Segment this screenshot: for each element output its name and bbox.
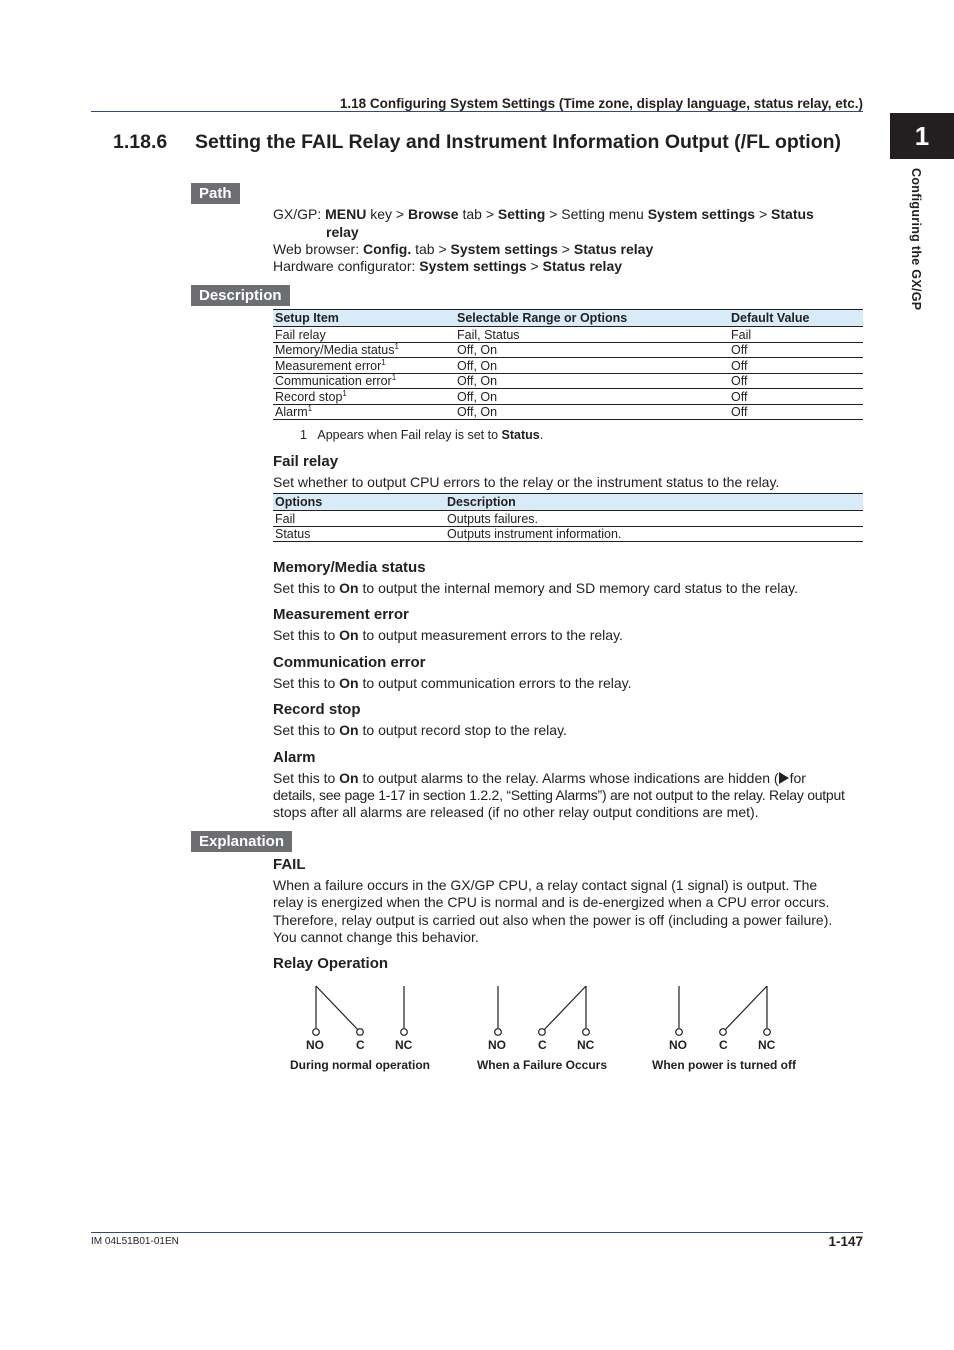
relay-normal-diagram xyxy=(313,986,408,1035)
col-default: Default Value xyxy=(729,310,863,327)
relay-operation-diagram xyxy=(270,978,830,1038)
path-gxgp: GX/GP: MENU key > Browse tab > Setting > Setting menu System settings > Status xyxy=(273,206,814,222)
table-row: Fail Outputs failures. xyxy=(273,511,863,527)
diagram-caption: During normal operation xyxy=(289,1058,430,1072)
alarm-text-line3: stops after all alarms are released (if no other relay output conditions are met). xyxy=(273,804,759,820)
relay-operation-heading: Relay Operation xyxy=(273,955,389,972)
col-range: Selectable Range or Options xyxy=(455,310,729,327)
footer-rule xyxy=(91,1232,863,1233)
table-row: Alarm$^1$ Off, On Off xyxy=(273,404,863,420)
reference-arrow-icon xyxy=(779,772,789,784)
record-stop-heading: Record stop xyxy=(273,701,361,718)
header-rule xyxy=(91,111,863,112)
document-id: IM 04L51B01-01EN xyxy=(91,1236,179,1247)
explanation-line: Therefore, relay output is carried out also when the power is off (including a power failure). xyxy=(273,912,833,928)
terminal-no: NO xyxy=(488,1038,506,1052)
col-description: Description xyxy=(445,494,863,511)
explanation-label: Explanation xyxy=(191,831,292,852)
terminal-nc: NC xyxy=(395,1038,413,1052)
col-options: Options xyxy=(273,494,445,511)
section-number: 1.18.6 xyxy=(113,131,168,153)
communication-error-text: Set this to On to output communication errors to the relay. xyxy=(273,675,632,691)
running-head: 1.18 Configuring System Settings (Time zone, display language, status relay, etc.) xyxy=(339,96,863,111)
explanation-line: When a failure occurs in the GX/GP CPU, a relay contact signal (1 signal) is output. The xyxy=(273,877,818,893)
chapter-tab: 1 xyxy=(890,113,954,159)
page-number: 1-147 xyxy=(828,1234,863,1249)
table-row: Measurement error$^1$ Off, On Off xyxy=(273,358,863,374)
fail-heading: FAIL xyxy=(273,856,306,873)
alarm-text-line1: Set this to On to output alarms to the relay. Alarms whose indications are hidden ( for xyxy=(273,770,806,786)
fail-relay-heading: Fail relay xyxy=(273,453,339,470)
measurement-error-heading: Measurement error xyxy=(273,606,409,623)
explanation-line: relay is energized when the CPU is normal and is de-energized when a CPU error occurs. xyxy=(273,894,830,910)
fail-relay-text: Set whether to output CPU errors to the relay or the instrument status to the relay. xyxy=(273,474,780,490)
diagram-caption: When power is turned off xyxy=(652,1058,796,1072)
table-footnote: 1 Appears when Fail relay is set to Status. xyxy=(300,428,544,442)
terminal-c: C xyxy=(356,1038,365,1052)
table-row: Fail relay Fail, Status Fail xyxy=(273,327,863,343)
terminal-c: C xyxy=(719,1038,728,1052)
explanation-line: You cannot change this behavior. xyxy=(273,929,479,945)
terminal-nc: NC xyxy=(577,1038,595,1052)
setup-table xyxy=(273,309,863,420)
terminal-nc: NC xyxy=(758,1038,776,1052)
record-stop-text: Set this to On to output record stop to the relay. xyxy=(273,722,567,738)
terminal-no: NO xyxy=(306,1038,324,1052)
relay-failure-diagram xyxy=(495,986,590,1035)
terminal-no: NO xyxy=(669,1038,687,1052)
path-web: Web browser: Config. tab > System settings > Status relay xyxy=(273,241,654,257)
table-row: Status Outputs instrument information. xyxy=(273,526,863,542)
path-label: Path xyxy=(191,183,240,204)
relay-power-off-diagram xyxy=(676,986,771,1035)
path-hardware: Hardware configurator: System settings > Status relay xyxy=(273,258,623,274)
options-table xyxy=(273,493,863,542)
table-row: Record stop$^1$ Off, On Off xyxy=(273,389,863,405)
path-gxgp-cont: relay xyxy=(326,224,359,240)
memory-media-heading: Memory/Media status xyxy=(273,559,426,576)
chapter-side-text: Configuring the GX/GP xyxy=(909,168,923,311)
communication-error-heading: Communication error xyxy=(273,654,426,671)
alarm-text-line2: details, see page 1-17 in section 1.2.2, “Setting Alarms”) are not output to the relay. Relay output xyxy=(273,787,845,803)
diagram-caption: When a Failure Occurs xyxy=(476,1058,608,1072)
measurement-error-text: Set this to On to output measurement errors to the relay. xyxy=(273,627,623,643)
memory-media-text: Set this to On to output the internal memory and SD memory card status to the relay. xyxy=(273,580,798,596)
terminal-c: C xyxy=(538,1038,547,1052)
section-title: Setting the FAIL Relay and Instrument Information Output (/FL option) xyxy=(195,131,842,153)
table-row: Communication error$^1$ Off, On Off xyxy=(273,373,863,389)
col-setup-item: Setup Item xyxy=(273,310,455,327)
table-row: Memory/Media status$^1$ Off, On Off xyxy=(273,342,863,358)
description-label: Description xyxy=(191,285,290,306)
alarm-heading: Alarm xyxy=(273,749,316,766)
